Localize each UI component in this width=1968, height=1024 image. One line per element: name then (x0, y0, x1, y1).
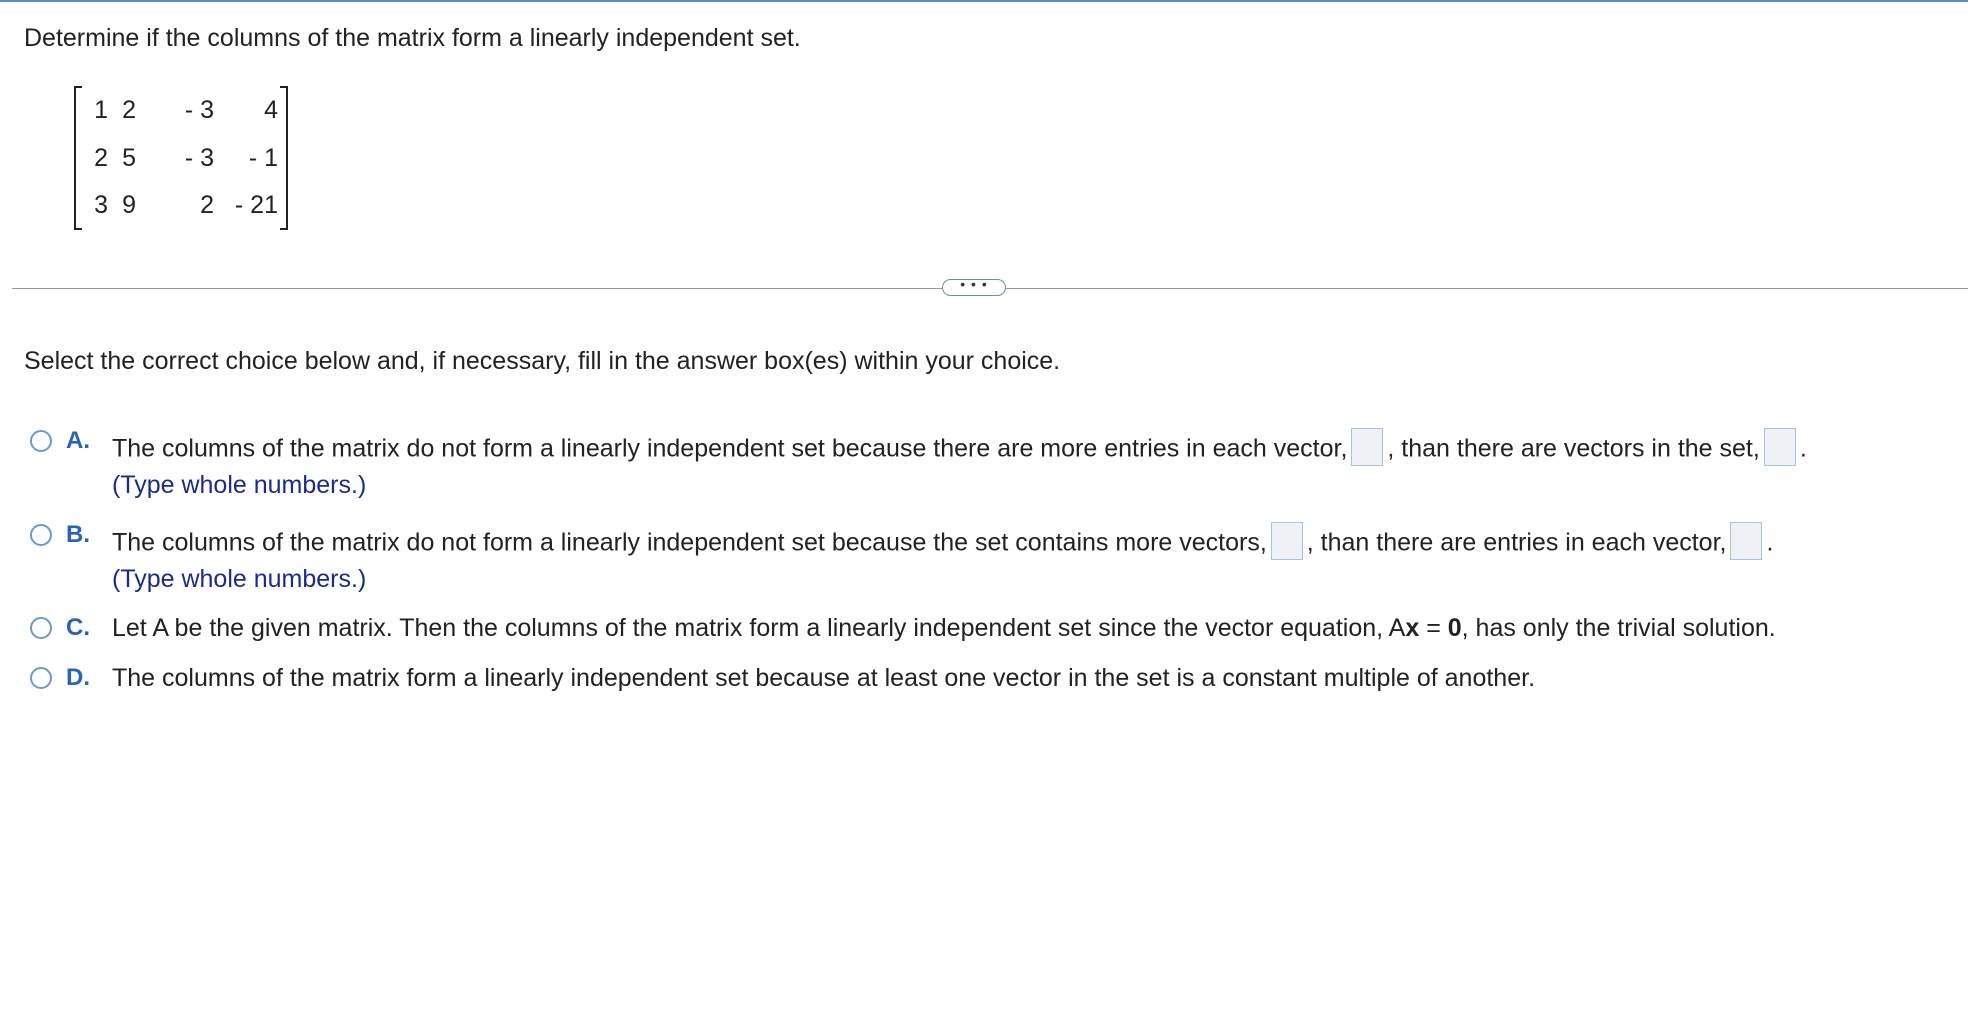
matrix-cell: - 21 (234, 191, 278, 219)
matrix (74, 86, 288, 230)
choice-a-text-part1: The columns of the matrix do not form a linearly independent set because there are more entries in each vector, (112, 434, 1348, 463)
matrix-cell: 2 (94, 144, 108, 172)
choice-b-text-part3: . (1766, 528, 1774, 557)
choice-text-d: The columns of the matrix form a linearly independent set because at least one vector in the set is a constant multiple of another. (112, 664, 1536, 692)
matrix-cell: - 3 (184, 144, 214, 172)
answer-box-a1[interactable] (1351, 428, 1383, 466)
matrix-cell: 9 (122, 191, 136, 219)
matrix-cell: 5 (122, 144, 136, 172)
choice-c-text-part1: Let A be the given matrix. Then the columns of the matrix form a linearly independent set since the vector equation, A (112, 614, 1406, 642)
radio-button-d[interactable] (30, 667, 52, 689)
matrix-cell: 2 (200, 191, 214, 219)
choice-text-a (112, 431, 1807, 469)
matrix-row (74, 96, 288, 126)
choice-letter-a: A. (66, 427, 90, 454)
matrix-cell: - 1 (248, 144, 278, 172)
matrix-cell: 1 (94, 96, 108, 124)
matrix-row (74, 144, 288, 174)
matrix-cell: - 3 (184, 96, 214, 124)
answer-box-b2[interactable] (1730, 522, 1762, 560)
choice-a-text-part3: . (1799, 434, 1807, 463)
choice-b-text-part2: , than there are entries in each vector, (1306, 528, 1727, 557)
instruction-text: Select the correct choice below and, if necessary, fill in the answer box(es) within your choice. (24, 347, 1061, 375)
choice-b-hint: (Type whole numbers.) (112, 565, 367, 593)
answer-box-b1[interactable] (1271, 522, 1303, 560)
choice-letter-b: B. (66, 521, 90, 548)
choice-letter-d: D. (66, 664, 90, 691)
choice-text-b (112, 525, 1773, 563)
choice-b-text-part1: The columns of the matrix do not form a linearly independent set because the set contains more vectors, (112, 528, 1267, 557)
radio-button-c[interactable] (30, 617, 52, 639)
question-text: Determine if the columns of the matrix form a linearly independent set. (24, 24, 801, 52)
radio-button-b[interactable] (30, 524, 52, 546)
choice-text-c (112, 614, 1776, 643)
expand-more-button[interactable]: • • • (942, 279, 1006, 296)
choice-c-equals: = (1419, 614, 1448, 642)
choice-a-text-part2: , than there are vectors in the set, (1387, 434, 1760, 463)
choice-c-bold-zero: 0 (1447, 614, 1462, 642)
choice-a-hint: (Type whole numbers.) (112, 471, 367, 499)
matrix-row (74, 191, 288, 221)
choice-c-bold-x: x (1405, 614, 1420, 642)
answer-box-a2[interactable] (1764, 428, 1796, 466)
matrix-cell: 3 (94, 191, 108, 219)
matrix-cell: 2 (122, 96, 136, 124)
choice-c-text-part2: , has only the trivial solution. (1461, 614, 1776, 642)
radio-button-a[interactable] (30, 430, 52, 452)
matrix-cell: 4 (264, 96, 278, 124)
choice-letter-c: C. (66, 614, 90, 641)
